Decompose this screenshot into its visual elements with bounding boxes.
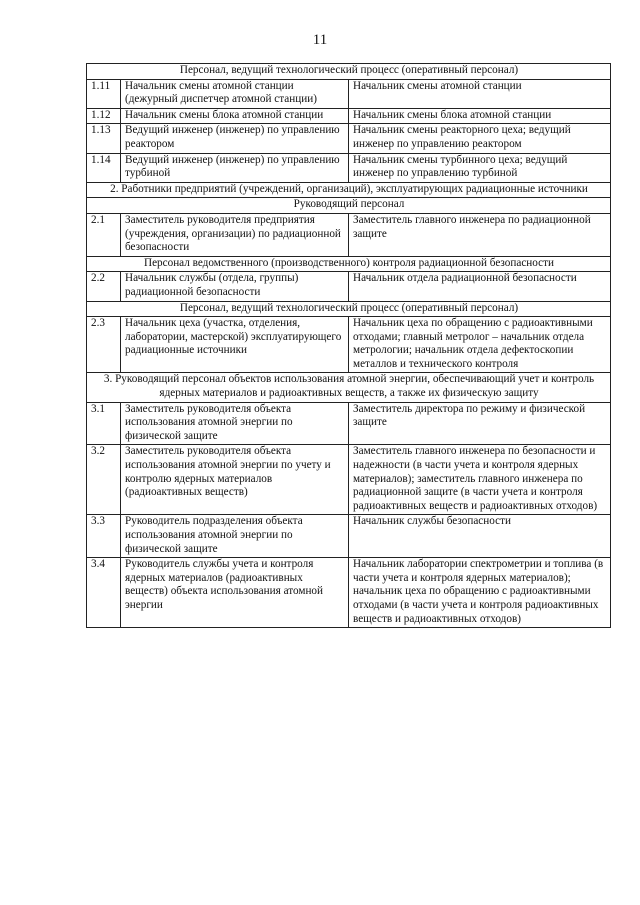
- row-number: 1.12: [87, 108, 121, 124]
- table-row: [87, 317, 611, 373]
- row-number: 1.11: [87, 79, 121, 108]
- table-row: [87, 445, 611, 515]
- section-header: Руководящий персонал: [87, 198, 611, 214]
- supervisor-cell: Заместитель главного инженера по безопасности и надежности (в части учета и контроля ядерных материалов); заместитель главного инженера по радиационной защите (в части учета и контроля радиоактивных веществ и радиоактивных отходов): [349, 445, 611, 515]
- supervisor-cell: Начальник смены турбинного цеха; ведущий инженер по управлению турбиной: [349, 153, 611, 182]
- position-cell: Ведущий инженер (инженер) по управлению реактором: [121, 124, 349, 153]
- supervisor-cell: Начальник службы безопасности: [349, 515, 611, 558]
- position-cell: Заместитель руководителя объекта использования атомной энергии по физической защите: [121, 402, 349, 445]
- position-cell: Руководитель подразделения объекта использования атомной энергии по физической защите: [121, 515, 349, 558]
- supervisor-cell: Заместитель директора по режиму и физической защите: [349, 402, 611, 445]
- row-number: 1.13: [87, 124, 121, 153]
- supervisor-cell: Начальник отдела радиационной безопасности: [349, 272, 611, 301]
- table-row: [87, 108, 611, 124]
- section-header-row: [87, 64, 611, 80]
- row-number: 2.2: [87, 272, 121, 301]
- table-row: [87, 402, 611, 445]
- section-header: Персонал, ведущий технологический процесс (оперативный персонал): [87, 301, 611, 317]
- table-row: [87, 213, 611, 256]
- positions-table: [86, 63, 611, 628]
- row-number: 2.3: [87, 317, 121, 373]
- position-cell: Начальник цеха (участка, отделения, лаборатории, мастерской) эксплуатирующего радиационные источники: [121, 317, 349, 373]
- supervisor-cell: Заместитель главного инженера по радиационной защите: [349, 213, 611, 256]
- row-number: 3.4: [87, 558, 121, 628]
- row-number: 3.2: [87, 445, 121, 515]
- section-header-row: [87, 256, 611, 272]
- row-number: 2.1: [87, 213, 121, 256]
- section-header: Персонал ведомственного (производственного) контроля радиационной безопасности: [87, 256, 611, 272]
- page-number: 11: [312, 32, 328, 48]
- position-cell: Начальник смены блока атомной станции: [121, 108, 349, 124]
- supervisor-cell: Начальник смены блока атомной станции: [349, 108, 611, 124]
- position-cell: Начальник службы (отдела, группы) радиационной безопасности: [121, 272, 349, 301]
- supervisor-cell: Начальник лаборатории спектрометрии и топлива (в части учета и контроля ядерных материалов); начальник цеха по обращению с радиоактивными отходами (в части учета и контроля радиоактивных веществ и радиоактивных отходов): [349, 558, 611, 628]
- section-header-row: [87, 182, 611, 198]
- position-cell: Ведущий инженер (инженер) по управлению турбиной: [121, 153, 349, 182]
- section-header-row: [87, 301, 611, 317]
- section-header: Персонал, ведущий технологический процесс (оперативный персонал): [87, 64, 611, 80]
- section-header-row: [87, 198, 611, 214]
- position-cell: Заместитель руководителя объекта использования атомной энергии по учету и контролю ядерных материалов (радиоактивных веществ): [121, 445, 349, 515]
- row-number: 3.3: [87, 515, 121, 558]
- position-cell: Заместитель руководителя предприятия (учреждения, организации) по радиационной безопасности: [121, 213, 349, 256]
- supervisor-cell: Начальник цеха по обращению с радиоактивными отходами; главный метролог – начальник отдела метрологии; начальник отдела дефектоскопии металлов и технического контроля: [349, 317, 611, 373]
- row-number: 1.14: [87, 153, 121, 182]
- section-header: 3. Руководящий персонал объектов использования атомной энергии, обеспечивающий учет и контроль ядерных материалов и радиоактивных веществ, а также их физическую защиту: [87, 373, 611, 402]
- table-row: [87, 153, 611, 182]
- section-header: 2. Работники предприятий (учреждений, организаций), эксплуатирующих радиационные источники: [87, 182, 611, 198]
- section-header-row: [87, 373, 611, 402]
- table-body: [87, 64, 611, 628]
- table-row: [87, 558, 611, 628]
- position-cell: Руководитель службы учета и контроля ядерных материалов (радиоактивных веществ) объекта использования атомной энергии: [121, 558, 349, 628]
- supervisor-cell: Начальник смены реакторного цеха; ведущий инженер по управлению реактором: [349, 124, 611, 153]
- table-row: [87, 79, 611, 108]
- table-row: [87, 124, 611, 153]
- supervisor-cell: Начальник смены атомной станции: [349, 79, 611, 108]
- table-row: [87, 515, 611, 558]
- table-row: [87, 272, 611, 301]
- position-cell: Начальник смены атомной станции (дежурный диспетчер атомной станции): [121, 79, 349, 108]
- row-number: 3.1: [87, 402, 121, 445]
